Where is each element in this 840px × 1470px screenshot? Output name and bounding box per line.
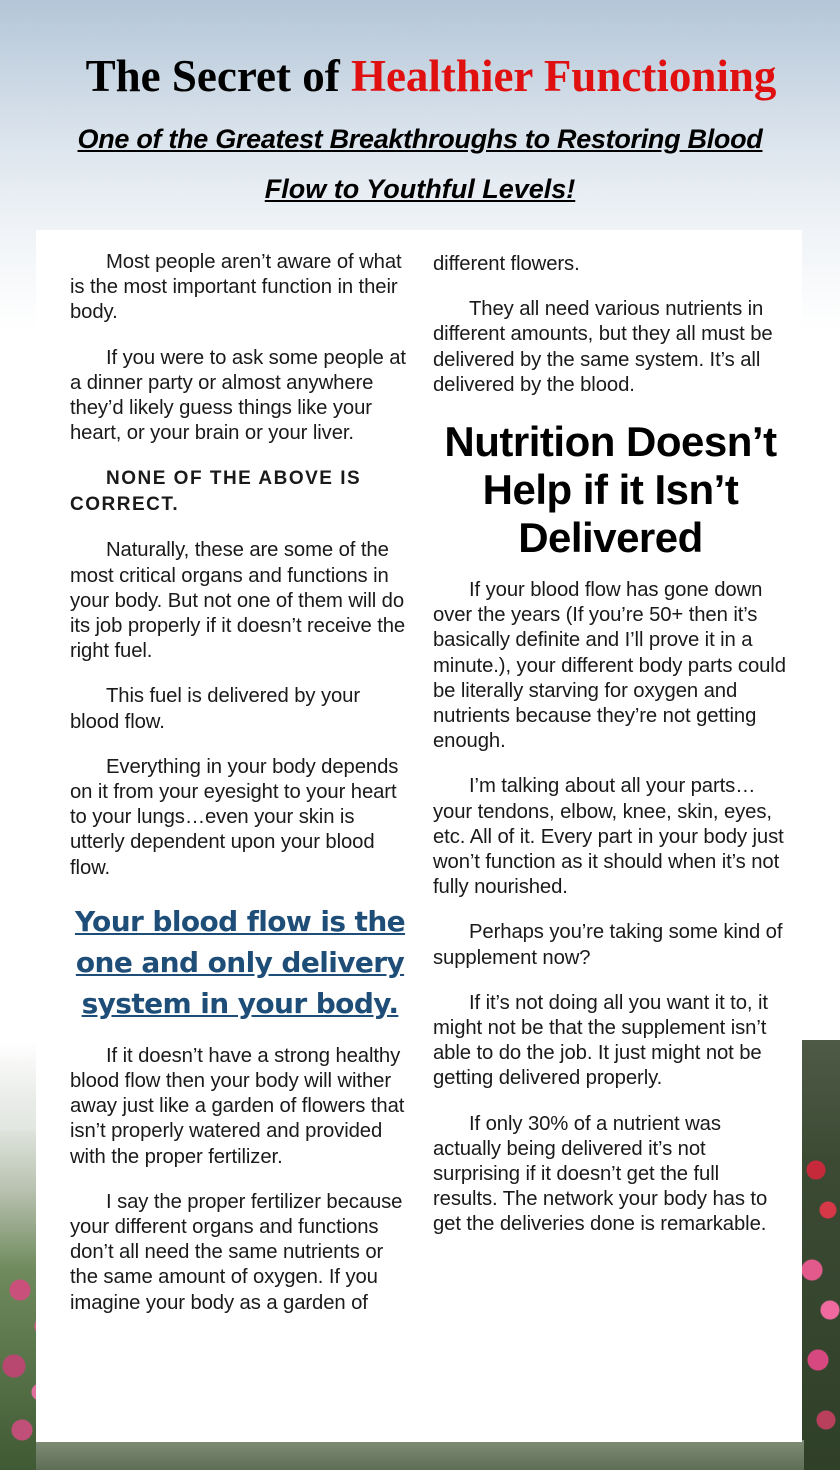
garden-ground-image [36,1440,804,1470]
garden-flowers-right-image [800,1040,840,1470]
subtitle-line-2: Flow to Youthful Levels! [264,174,576,204]
page-title [0,50,840,102]
body-paragraph: I say the proper fertilizer because your different organs and functions don’t all need the same nutrients or the same amount of oxygen. If you imagine your body as a garden of [70,1190,403,1314]
body-paragraph: Most people aren’t aware of what is the most important function in their body. [70,251,402,324]
body-paragraph: I’m talking about all your parts…your tendons, elbow, knee, skin, eyes, etc. All of it. Every part in your body just won’t function as it should when it’s not fully nourished. [433,775,784,899]
left-column [70,250,410,1336]
subtitle-line-1: One of the Greatest Breakthroughs to Restoring Blood [77,124,763,154]
title-accent: Healthier Functioning [350,51,777,101]
emphasis-paragraph [70,466,410,518]
body-paragraph: If it’s not doing all you want it to, it might not be that the supplement isn’t able to do the job. It just might not be getting delivered properly. [433,991,768,1090]
body-paragraph: Naturally, these are some of the most critical organs and functions in your body. But not one of them will do its job properly if it doesn’t receive the right fuel. [70,539,406,663]
body-paragraph: If your blood flow has gone down over the years (If you’re 50+ then it’s basically definite and I’ll prove it in a minute.), your different body parts could be literally starving for oxygen and nutrients because they’re not getting enough. [433,579,786,753]
callout-heading: Your blood flow is the one and only delivery system in your body. [74,904,406,1020]
body-paragraph: different flowers. [433,253,580,275]
title-plain: The Secret of [85,51,340,101]
section-heading: Nutrition Doesn’t Help if it Isn’t Delivered [444,418,777,562]
body-paragraph: Everything in your body depends on it from your eyesight to your heart to your lungs…even your skin is utterly dependent upon your blood flow. [70,755,399,879]
emphasis-text: NONE OF THE ABOVE IS CORRECT. [70,468,362,516]
body-paragraph: If only 30% of a nutrient was actually being delivered it’s not surprising if it doesn’t get the full results. The network your body has to get the deliveries done is remarkable. [433,1112,768,1236]
body-paragraph: If it doesn’t have a strong healthy blood flow then your body will wither away just like a garden of flowers that isn’t properly watered and provided with the proper fertilizer. [70,1044,405,1168]
body-paragraph: Perhaps you’re taking some kind of supplement now? [433,921,783,969]
body-paragraph: They all need various nutrients in different amounts, but they all must be delivered by the same system. It’s all delivered by the blood. [433,298,773,396]
body-paragraph: This fuel is delivered by your blood flow. [70,685,361,733]
right-column [433,252,788,1258]
body-paragraph: If you were to ask some people at a dinner party or almost anywhere they’d likely guess things like your heart, or your brain or your liver. [70,346,406,445]
